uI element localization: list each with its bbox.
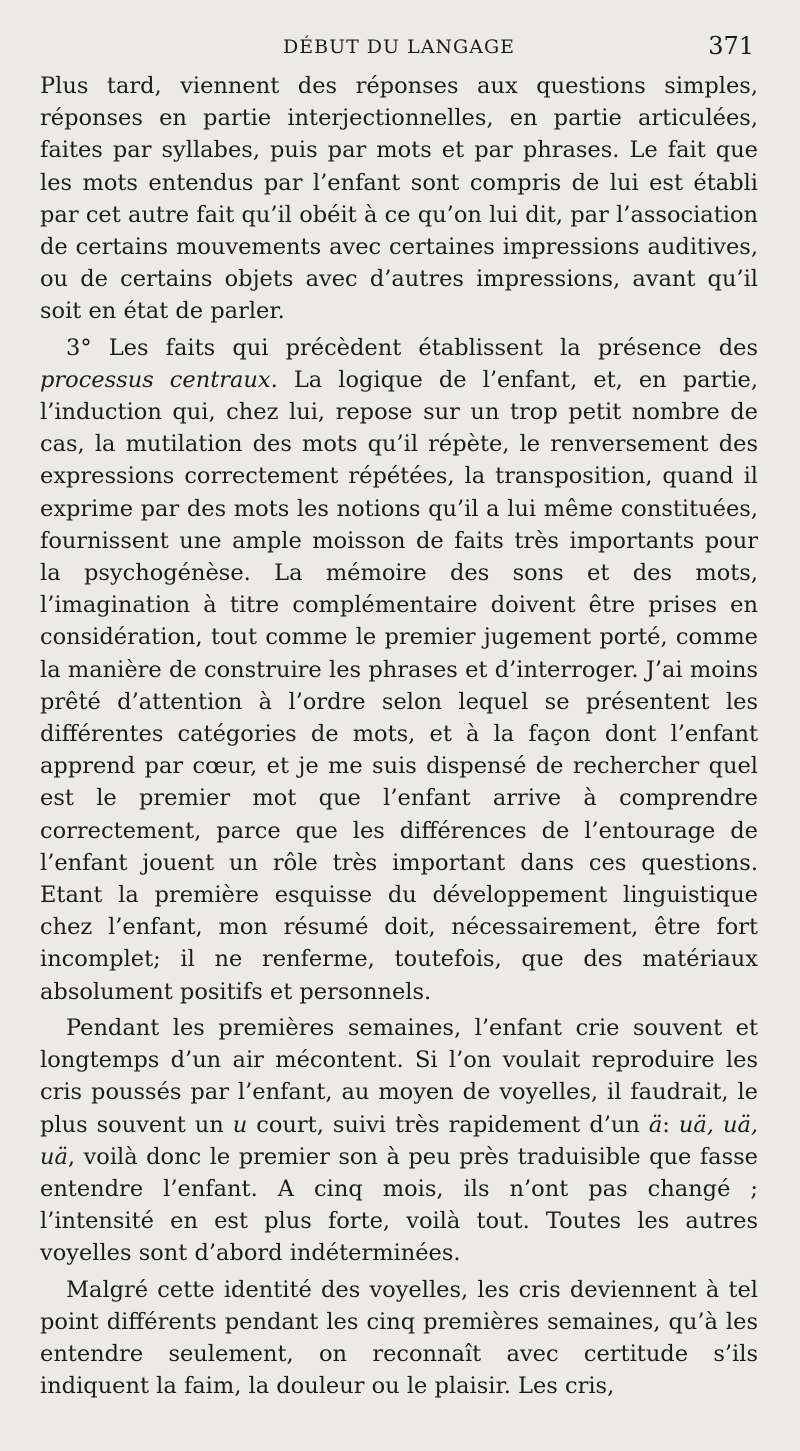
paragraph-3-text-b: court, suivi très rapidement d’un bbox=[247, 1111, 649, 1138]
paragraph-1-text: Plus tard, viennent des réponses aux questions simples, réponses en partie interjectionnelles, en partie articulées, faites par syllabes, puis par mots et par phrases. Le fait que les mots entendus par l’enfant sont compris de lui est établi par cet autre fait qu’il obéit à ce qu’on lui dit, par l’association de certains mouvements avec certaines impressions auditives, ou de certains objets avec d’autres impressions, avant qu’il soit en état de parler. bbox=[40, 73, 758, 325]
page-number: 371 bbox=[708, 32, 754, 60]
paragraph-3-text-c: : bbox=[662, 1111, 679, 1138]
paragraph-2-italic-term: processus centraux bbox=[40, 366, 271, 393]
paragraph-3-italic-u: u bbox=[232, 1111, 248, 1138]
running-head bbox=[40, 30, 758, 64]
paragraph-3-italic-a-umlaut: ä bbox=[648, 1111, 663, 1138]
paragraph-2 bbox=[40, 332, 758, 1008]
paragraph-3 bbox=[40, 1012, 758, 1270]
paragraph-3-text-d: , voilà donc le premier son à peu près traduisible que fasse entendre l’enfant. A cinq mois, ils n’ont pas changé ; l’intensité en est plus forte, voilà tout. Toutes les autres voyelles sont d’abord indéterminées. bbox=[40, 1143, 758, 1267]
paragraph-4-text: Malgré cette identité des voyelles, les cris deviennent à tel point différents pendant les cinq premières semaines, qu’à les entendre seulement, on reconnaît avec certitude s’ils indiquent la faim, la douleur ou le plaisir. Les cris, bbox=[40, 1276, 758, 1400]
running-title: DÉBUT DU LANGAGE bbox=[283, 36, 515, 58]
paragraph-3-italic-cries: uä, uä, uä bbox=[40, 1111, 759, 1170]
paragraph-2-text-b: . La logique de l’enfant, et, en partie, l’induction qui, chez lui, repose sur un trop petit nombre de cas, la mutilation des mots qu’il répète, le renversement des expressions correctement répétées, la transposition, quand il exprime par des mots les notions qu’il a lui même constituées, fournissent une ample moisson de faits très importants pour la psychogénèse. La mémoire des sons et des mots, l’imagination à titre complémentaire doivent être prises en considération, tout comme le premier jugement porté, comme la manière de construire les phrases et d’interroger. J’ai moins prêté d’attention à l’ordre selon lequel se présentent les différentes catégories de mots, et à la façon dont l’enfant apprend par cœur, et je me suis dispensé de rechercher quel est le premier mot que l’enfant arrive à comprendre correctement, parce que les différences de l’entourage de l’enfant jouent un rôle très important dans ces questions. Etant la première esquisse du développement linguistique chez l’enfant, mon résumé doit, nécessairement, être fort incomplet; il ne renferme, toutefois, que des matériaux absolument positifs et personnels. bbox=[40, 366, 758, 1005]
paragraph-1 bbox=[40, 70, 758, 328]
paragraph-3-text-a: Pendant les premières semaines, l’enfant crie souvent et longtemps d’un air mécontent. Si l’on voulait reproduire les cris poussés par l’enfant, au moyen de voyelles, il faudrait, le plus souvent un bbox=[40, 1014, 758, 1138]
paragraph-4 bbox=[40, 1274, 758, 1403]
paragraph-2-text-a: 3° Les faits qui précèdent établissent la présence des bbox=[66, 334, 758, 361]
body-text bbox=[40, 70, 758, 1402]
